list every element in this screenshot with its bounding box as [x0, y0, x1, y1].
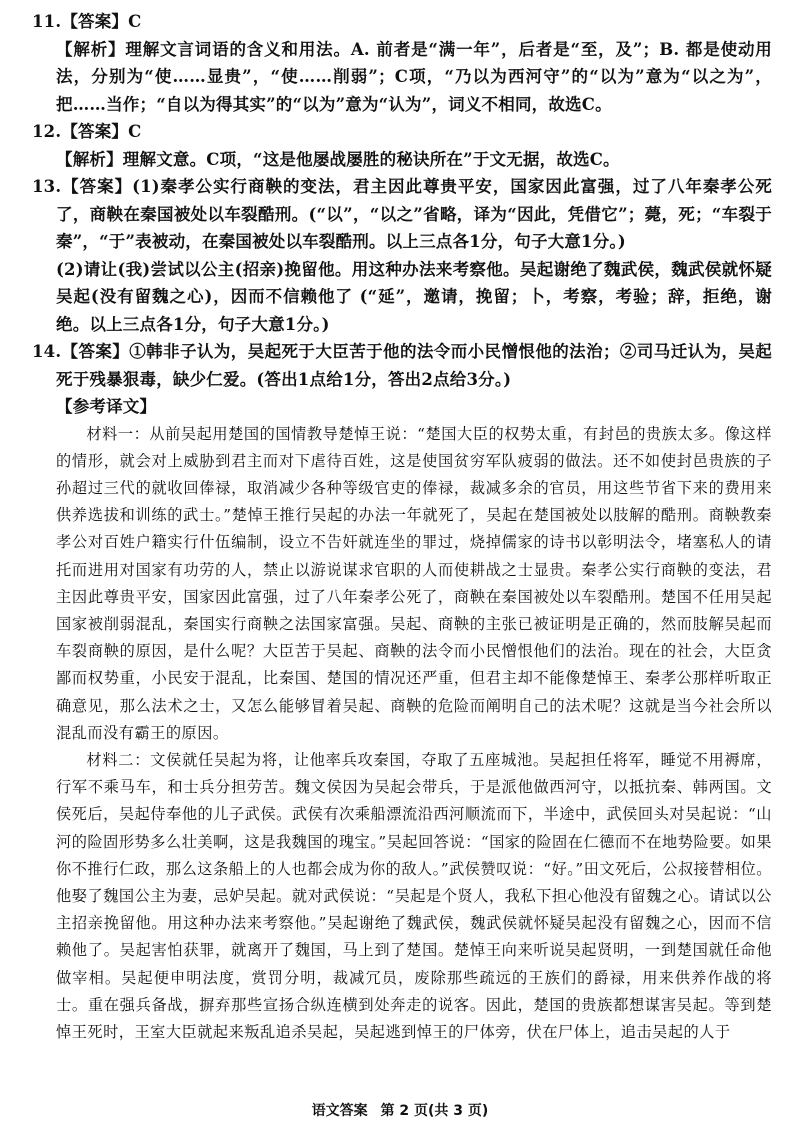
- question-13: [32, 173, 772, 338]
- q12-answer: 【答案】C: [61, 122, 142, 141]
- footer-subject: 语文答案: [311, 1103, 368, 1119]
- q14-answer: 【答案】①韩非子认为，吴起死于大臣苦于他的法令而小民憎恨他的法治；②司马迁认为，吴起死于残暴狠毒，缺少仁爱。(答出1点给1分，答出2点给3分。): [56, 342, 772, 389]
- reference-translation: [32, 393, 772, 1046]
- q11-analysis: 【解析】理解文言词语的含义和用法。A. 前者是“满一年”，后者是“至，及”；B. 都是使动用法，分别为“使……显贵”，“使……削弱”；C项，“乃以为西河守”的“以为”意为“以之为”，把……当作；“自以为得其实”的“以为”意为“认为”，词义不相同，故选C。: [56, 39, 772, 114]
- q12-number: 12.: [32, 122, 62, 141]
- question-12: [32, 118, 772, 173]
- translation-heading: 【参考译文】: [56, 397, 157, 416]
- q12-answer-line: [32, 118, 772, 146]
- translation-material-1: 材料一：从前吴起用楚国的国情教导楚悼王说：“楚国大臣的权势太重，有封邑的贵族太多。像这样的情形，就会对上威胁到君主而对下虐待百姓，这是使国贫穷军队疲弱的做法。还不如使封邑贵族的子孙超过三代的就收回俸禄，取消减少各种等级官吏的俸禄，裁减多余的官员，用这些节省下来的费用来供养选拔和训练的武士。”楚悼王推行吴起的办法一年就死了，吴起在楚国被处以肢解的酷刑。商鞅教秦孝公对百姓户籍实行什伍编制，设立不告奸就连坐的罪过，烧掉儒家的诗书以彰明法令，堵塞私人的请托而进用对国家有功劳的人，禁止以游说谋求官职的人而使耕战之士显贵。秦孝公实行商鞅的变法，君主因此尊贵平安，国家因此富强，过了八年秦孝公死了，商鞅在秦国被处以车裂酷刑。楚国不任用吴起国家被削弱混乱，秦国实行商鞅之法国家富强。吴起、商鞅的主张已被证明是正确的，然而肢解吴起而车裂商鞅的原因，是什么呢？大臣苦于吴起、商鞅的法令而小民憎恨他们的法治。现在的社会，大臣贪鄙而权势重，小民安于混乱，比秦国、楚国的情况还严重，但君主却不能像楚悼王、秦孝公那样听取正确意见，那么法术之士，又怎么能够冒着吴起、商鞅的危险而阐明自己的法术呢？这就是当今社会所以混乱而没有霸王的原因。: [56, 424, 772, 742]
- q14-number: 14.: [32, 342, 62, 361]
- q13-answer-part1: [32, 173, 772, 256]
- q14-answer-line: [32, 338, 772, 393]
- question-14: [32, 338, 772, 393]
- q13-answer-part2: (2)请让(我)尝试以公主(招亲)挽留他。用这种办法来考察他。吴起谢绝了魏武侯，魏武侯就怀疑吴起(没有留魏之心)，因而不信赖他了 (“延”，邀请，挽留；卜，考察，考验；辞，拒绝，谢绝。以上三点各1分，句子大意1分。): [56, 259, 772, 334]
- q12-analysis: 【解析】理解文意。C项，“这是他屡战屡胜的秘诀所在”于文无据，故选C。: [56, 149, 620, 169]
- footer-page-number: 第 2 页(共 3 页): [380, 1103, 489, 1119]
- translation-material-2: 材料二：文侯就任吴起为将，让他率兵攻秦国，夺取了五座城池。吴起担任将军，睡觉不用褥席，行军不乘马车，和士兵分担劳苦。魏文侯因为吴起会带兵，于是派他做西河守，以抵抗秦、韩两国。文侯死后，吴起侍奉他的儿子武侯。武侯有次乘船漂流沿西河顺流而下，半途中，武侯回头对吴起说：“山河的险固形势多么壮美啊，这是我魏国的瑰宝。”吴起回答说：“国家的险固在仁德而不在地势险要。如果你不推行仁政，那么这条船上的人也都会成为你的敌人。”武侯赞叹说：“好。”田文死后，公叔接替相位。他娶了魏国公主为妻，忌妒吴起。就对武侯说：“吴起是个贤人，我私下担心他没有留魏之心。请试以公主招亲挽留他。用这种办法来考察他。”吴起谢绝了魏武侯，魏武侯就怀疑吴起没有留魏之心，因而不信赖他了。吴起害怕获罪，就离开了魏国，马上到了楚国。楚悼王向来听说吴起贤明，一到楚国就任命他做宰相。吴起便申明法度，赏罚分明，裁减冗员，废除那些疏远的王族们的爵禄，用来供养作战的将士。重在强兵备战，摒弃那些宣扬合纵连横到处奔走的说客。因此，楚国的贵族都想谋害吴起。等到楚悼王死时，王室大臣就起来叛乱追杀吴起，吴起逃到悼王的尸体旁，伏在尸体上，追击吴起的人于: [56, 750, 772, 1041]
- page-footer: [0, 1100, 800, 1120]
- q13-number: 13.: [32, 177, 62, 196]
- question-11: [32, 8, 772, 118]
- q11-number: 11.: [32, 12, 62, 31]
- q13-part1-text: 【答案】(1)秦孝公实行商鞅的变法，君主因此尊贵平安，国家因此富强，过了八年秦孝公死了，商鞅在秦国被处以车裂酷刑。(“以”，“以之”省略，译为“因此，凭借它”；薨，死；“车裂于秦”，“于”表被动，在秦国被处以车裂酷刑。以上三点各1分，句子大意1分。): [56, 177, 772, 251]
- q11-answer-line: [32, 8, 772, 36]
- q11-answer: 【答案】C: [61, 12, 142, 31]
